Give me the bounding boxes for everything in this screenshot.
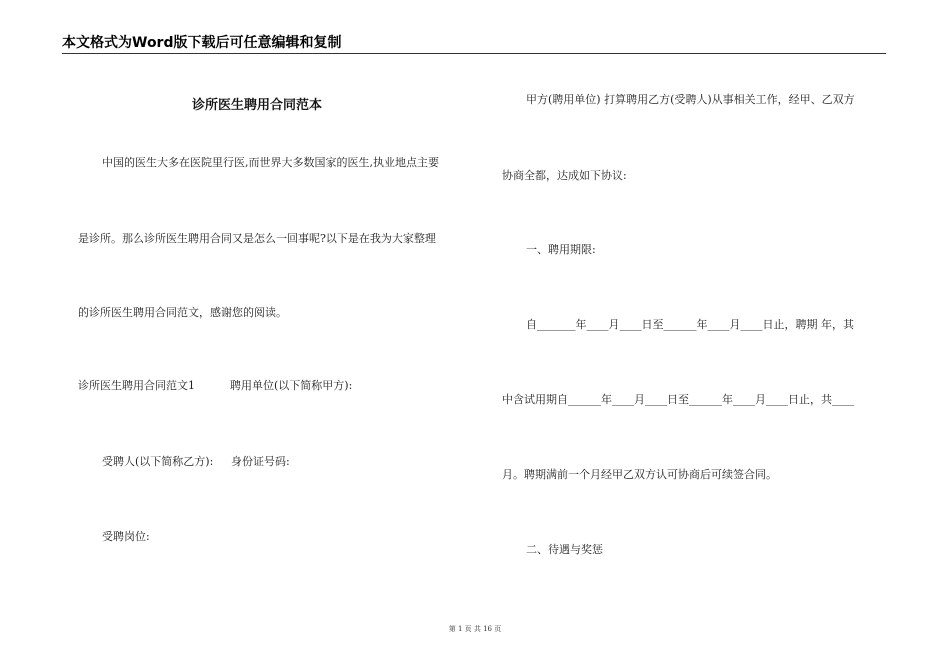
- agreement-intro-line-1: 甲方(聘用单位) 打算聘用乙方(受聘人)从事相关工作，经甲、乙双方: [526, 93, 855, 106]
- renewal-clause-line: 月。聘期满前一个月经甲乙双方认可协商后可续签合同。: [502, 468, 777, 481]
- probation-period-line: 中含试用期自______年____月____日至______年____月____日止，共____: [502, 393, 854, 406]
- contract-heading: 诊所医生聘用合同范文1: [78, 379, 195, 392]
- paragraph-intro-line-3: 的诊所医生聘用合同范文，感谢您的阅读。: [78, 306, 287, 319]
- position-field-label: 受聘岗位:: [102, 530, 150, 543]
- document-header: 本文格式为Word版下载后可任意编辑和复制: [62, 35, 342, 51]
- header-divider: [62, 53, 886, 54]
- employer-field-label: 聘用单位(以下简称甲方):: [230, 379, 353, 392]
- employee-field-label: 受聘人(以下简称乙方):: [102, 455, 214, 468]
- section-term-heading: 一、聘用期限:: [526, 243, 596, 256]
- agreement-intro-line-2: 协商全都，达成如下协议:: [502, 169, 627, 182]
- document-title: 诊所医生聘用合同范本: [192, 98, 323, 113]
- term-period-line: 自_______年____月____日至______年____月____日止，聘期 年，其: [526, 318, 854, 331]
- paragraph-intro-line-2: 是诊所。那么诊所医生聘用合同又是怎么一回事呢?以下是在我为大家整理: [78, 232, 436, 245]
- paragraph-intro-line-1: 中国的医生大多在医院里行医,而世界大多数国家的医生,执业地点主要: [102, 156, 439, 169]
- page-number: 第 1 页 共 16 页: [448, 625, 502, 633]
- id-number-field-label: 身份证号码:: [231, 455, 290, 468]
- section-benefits-heading: 二、待遇与奖惩: [526, 543, 603, 556]
